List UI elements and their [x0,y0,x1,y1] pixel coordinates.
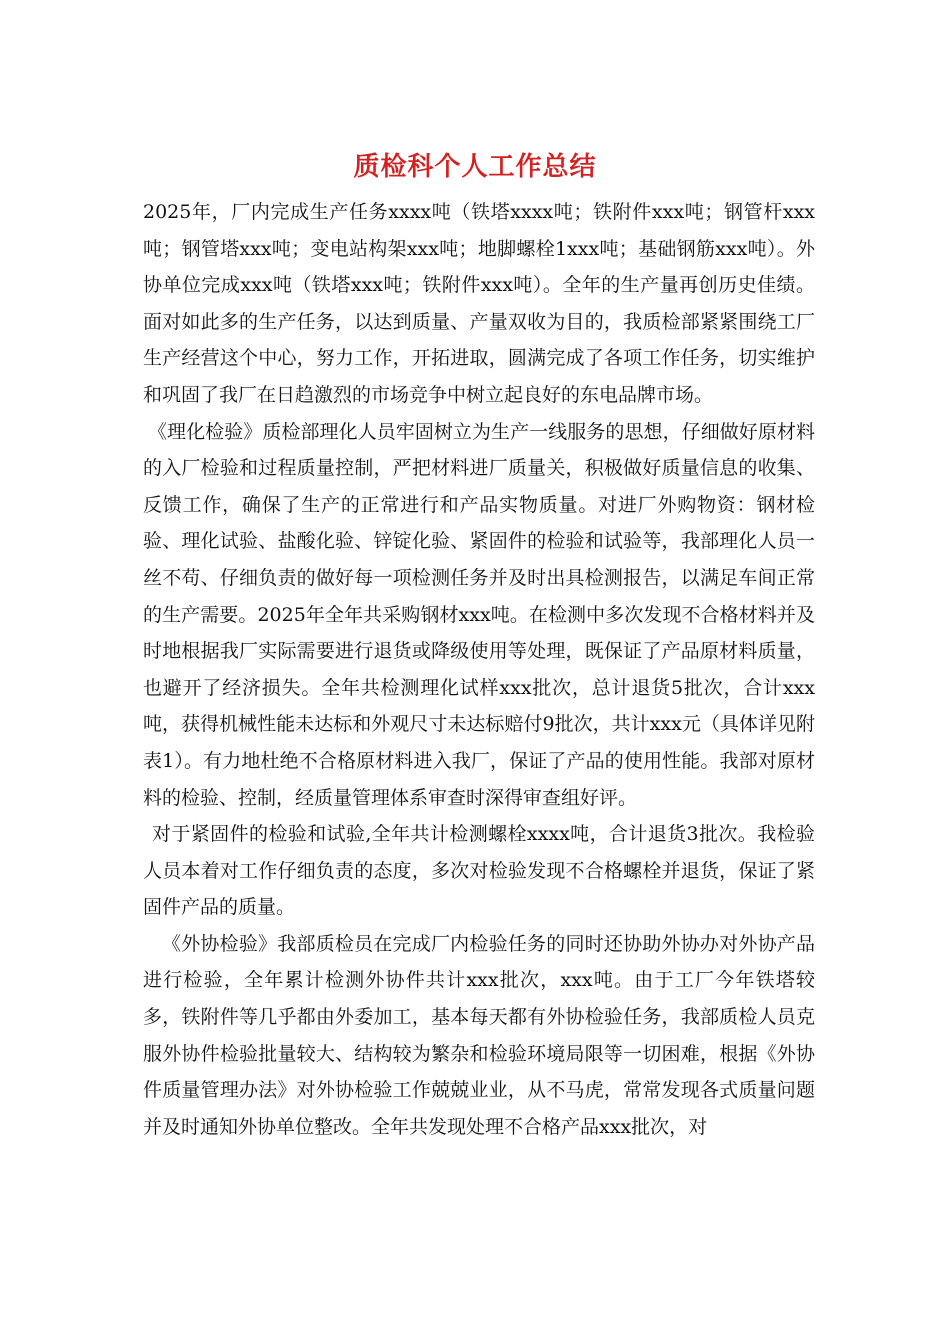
paragraph-fastener-inspection: 对于紧固件的检验和试验,全年共计检测螺栓xxxx吨，合计退货3批次。我检验人员本着对工作仔细负责的态度，多次对检验发现不合格螺栓并退货，保证了紧固件产品的质量。 [143,823,815,919]
paragraph-outsourcing-inspection: 《外协检验》我部质检员在完成厂内检验任务的同时还协助外协办对外协产品进行检验，全年累计检测外协件共计xxx批次，xxx吨。由于工厂今年铁塔较多，铁附件等几乎都由外委加工，基本每天都有外协检验任务，我部质检人员克服外协件检验批量较大、结构较为繁杂和检验环境局限等一切困难，根据《外协件质量管理办法》对外协检验工作兢兢业业，从不马虎，常常发现各式质量问题并及时通知外协单位整改。全年共发现处理不合格产品xxx批次，对 [143,932,815,1138]
paragraph-physical-chemical-inspection: 《理化检验》质检部理化人员牢固树立为生产一线服务的思想，仔细做好原材料的入厂检验和过程质量控制，严把材料进厂质量关，积极做好质量信息的收集、反馈工作，确保了生产的正常进行和产品实物质量。对进厂外购物资：钢材检验、理化试验、盐酸化验、锌锭化验、紧固件的检验和试验等，我部理化人员一丝不苟、仔细负责的做好每一项检测任务并及时出具检测报告，以满足车间正常的生产需要。2025年全年共采购钢材xxx吨。在检测中多次发现不合格材料并及时地根据我厂实际需要进行退货或降级使用等处理，既保证了产品原材料质量，也避开了经济损失。全年共检测理化试样xxx批次，总计退货5批次，合计xxx吨，获得机械性能未达标和外观尺寸未达标赔付9批次，共计xxx元（具体详见附表1）。有力地杜绝不合格原材料进入我厂，保证了产品的使用性能。我部对原材料的检验、控制，经质量管理体系审查时深得审查组好评。 [143,420,815,809]
document-body [143,194,815,1145]
document-title: 质检科个人工作总结 [353,152,597,182]
paragraph-production-summary: 2025年，厂内完成生产任务xxxx吨（铁塔xxxx吨；铁附件xxx吨；钢管杆xxx吨；钢管塔xxx吨；变电站构架xxx吨；地脚螺栓1xxx吨；基础钢筋xxx吨）。外协单位完成xxx吨（铁塔xxx吨；铁附件xxx吨）。全年的生产量再创历史佳绩。面对如此多的生产任务，以达到质量、产量双收为目的，我质检部紧紧围绕工厂生产经营这个中心，努力工作，开拓进取，圆满完成了各项工作任务，切实维护和巩固了我厂在日趋激烈的市场竞争中树立起良好的东电品牌市场。 [143,201,815,406]
